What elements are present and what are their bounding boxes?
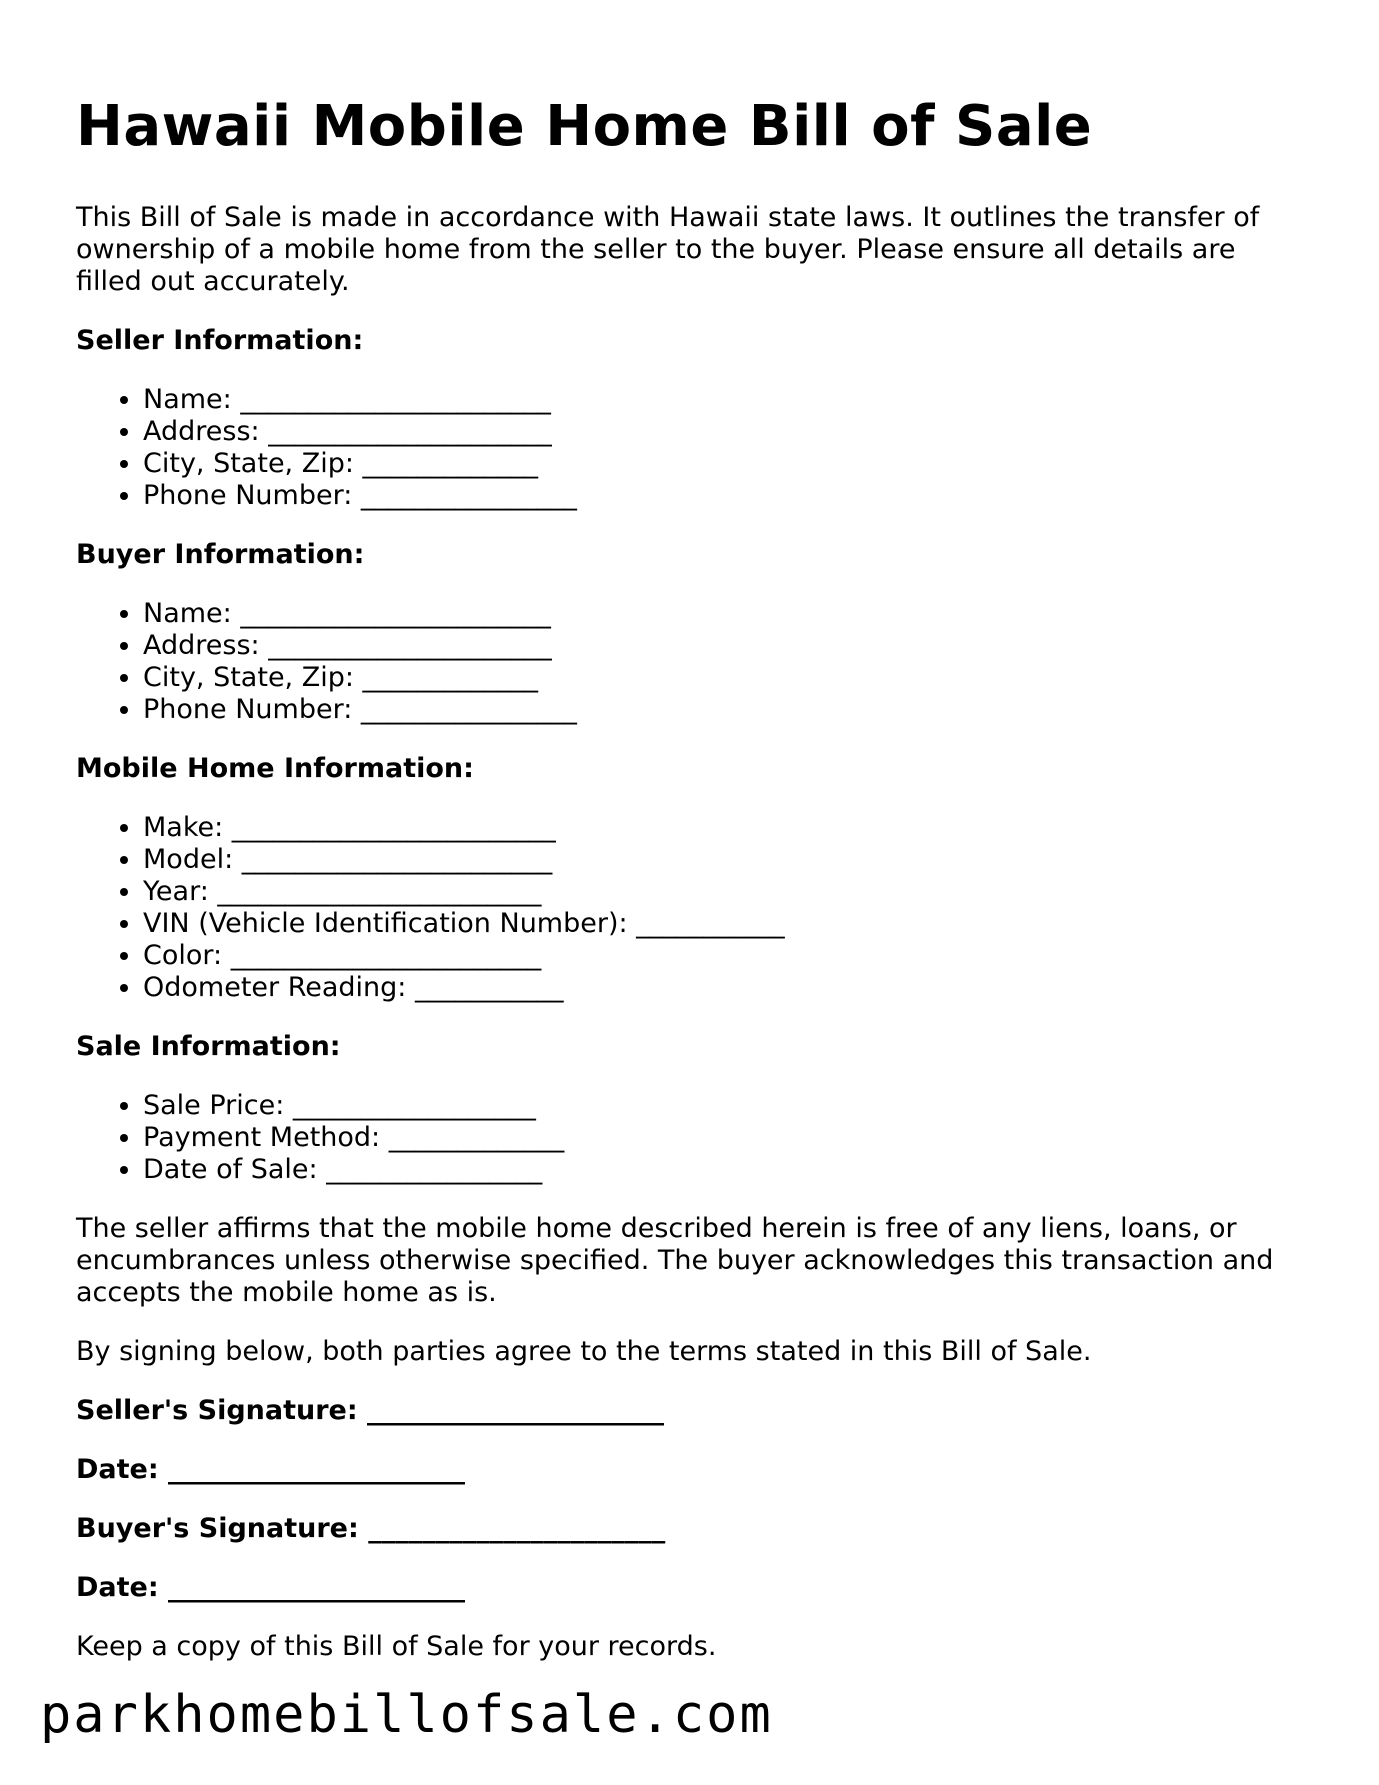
buyer-signature-line: Buyer's Signature: ______________________ [76, 1513, 666, 1544]
agreement-paragraph: By signing below, both parties agree to the terms stated in this Bill of Sale. [76, 1336, 1092, 1367]
seller-phone-item: • Phone Number: ________________ [143, 480, 1306, 512]
seller-city-state-zip-item: • City, State, Zip: _____________ [143, 448, 1306, 480]
sale-section-heading: Sale Information: [76, 1031, 341, 1062]
make-item: • Make: ________________________ [143, 812, 1306, 844]
seller-info-list [76, 384, 1306, 512]
document-title: Hawaii Mobile Home Bill of Sale [76, 94, 1093, 159]
sale-info-list [76, 1090, 1306, 1186]
seller-signature-line: Seller's Signature: ______________________ [76, 1395, 665, 1426]
model-item: • Model: _______________________ [143, 844, 1306, 876]
mobile-home-section-heading: Mobile Home Information: [76, 753, 474, 784]
seller-section-heading: Seller Information: [76, 325, 364, 356]
payment-method-item: • Payment Method: _____________ [143, 1122, 1306, 1154]
year-item: • Year: ________________________ [143, 876, 1306, 908]
buyer-address-item: • Address: _____________________ [143, 630, 1306, 662]
buyer-date-line: Date: ______________________ [76, 1572, 466, 1603]
document-page [76, 92, 1306, 1690]
affirmation-paragraph: The seller affirms that the mobile home described herein is free of any liens, loans, or encumbrances unless otherwise specified. The buyer acknowledges this transaction and accepts the mobile home as is. [76, 1213, 1274, 1308]
sale-price-item: • Sale Price: __________________ [143, 1090, 1306, 1122]
intro-paragraph: This Bill of Sale is made in accordance with Hawaii state laws. It outlines the transfer of ownership of a mobile home from the seller to the buyer. Please ensure all details are filled out accurately. [76, 202, 1260, 297]
seller-name-item: • Name: _______________________ [143, 384, 1306, 416]
color-item: • Color: _______________________ [143, 940, 1306, 972]
buyer-phone-item: • Phone Number: ________________ [143, 694, 1306, 726]
site-watermark: parkhomebillofsale.com [40, 1685, 773, 1745]
date-of-sale-item: • Date of Sale: ________________ [143, 1154, 1306, 1186]
buyer-name-item: • Name: _______________________ [143, 598, 1306, 630]
seller-date-line: Date: ______________________ [76, 1454, 466, 1485]
buyer-info-list [76, 598, 1306, 726]
seller-address-item: • Address: _____________________ [143, 416, 1306, 448]
buyer-city-state-zip-item: • City, State, Zip: _____________ [143, 662, 1306, 694]
mobile-home-info-list [76, 812, 1306, 1004]
closing-note: Keep a copy of this Bill of Sale for your records. [76, 1631, 717, 1662]
odometer-item: • Odometer Reading: ___________ [143, 972, 1306, 1004]
buyer-section-heading: Buyer Information: [76, 539, 365, 570]
vin-item: • VIN (Vehicle Identification Number): ___________ [143, 908, 1306, 940]
